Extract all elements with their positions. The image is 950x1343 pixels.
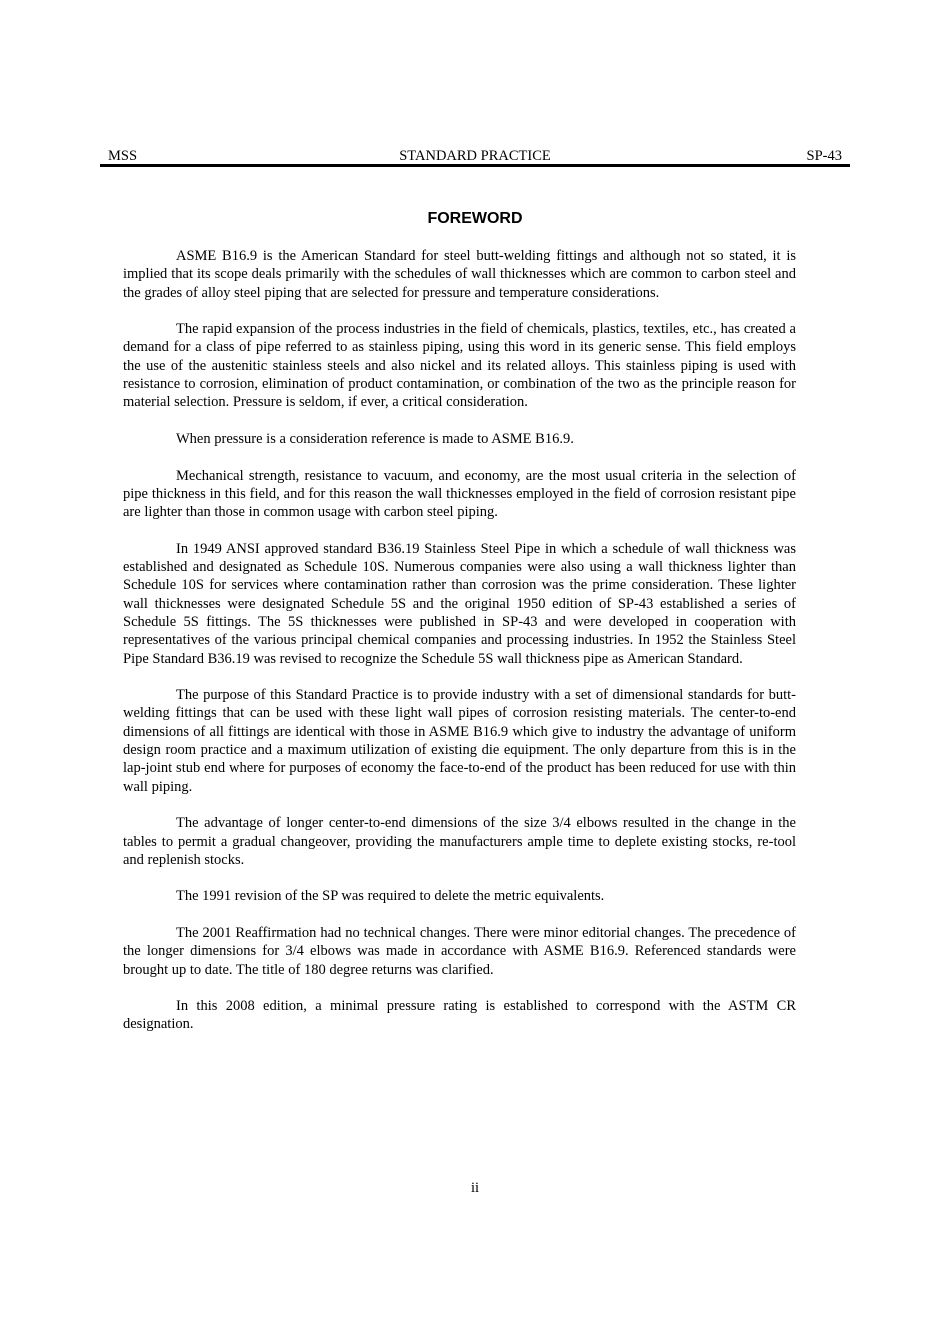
foreword-body bbox=[123, 247, 796, 1052]
paragraph: The 1991 revision of the SP was required to delete the metric equivalents. bbox=[176, 888, 605, 905]
paragraph: When pressure is a consideration reference is made to ASME B16.9. bbox=[176, 430, 574, 447]
header-document-number: SP-43 bbox=[806, 148, 842, 164]
paragraph: In this 2008 edition, a minimal pressure rating is established to correspond with the ASTM CR designation. bbox=[123, 998, 796, 1033]
header-document-type: STANDARD PRACTICE bbox=[399, 148, 551, 164]
paragraph: ASME B16.9 is the American Standard for steel butt-welding fittings and although not so stated, it is implied that its scope deals primarily with the schedules of wall thicknesses which are common to carbon steel and the grades of alloy steel piping that are selected for pressure and temperature considerations. bbox=[123, 248, 796, 301]
paragraph: The purpose of this Standard Practice is to provide industry with a set of dimensional standards for butt-welding fittings that can be used with these light wall pipes of corrosion resisting materials. The center-to-end dimensions of all fittings are identical with those in ASME B16.9 which give to industry the advantage of uniform design room practice and a maximum utilization of existing die equipment. The only departure from this is in the lap-joint stub end where for purposes of economy the face-to-end of the product has been reduced for use with thin wall piping. bbox=[123, 687, 796, 795]
paragraph: In 1949 ANSI approved standard B36.19 Stainless Steel Pipe in which a schedule of wall thickness was established and designated as Schedule 10S. Numerous companies were also using a wall thickness lighter than Schedule 10S for services where contamination rather than corrosion was the prime consideration. These lighter wall thicknesses were designated Schedule 5S and the original 1950 edition of SP-43 established a series of Schedule 5S fittings. The 5S thicknesses were published in SP-43 and were developed in cooperation with representatives of the various principal chemical companies and processing industries. In 1952 the Stainless Steel Pipe Standard B36.19 was revised to recognize the Schedule 5S wall thickness pipe as American Standard. bbox=[123, 540, 796, 667]
paragraph: The 2001 Reaffirmation had no technical changes. There were minor editorial changes. The precedence of the longer dimensions for 3/4 elbows was made in accordance with ASME B16.9. Referenced standards were brought up to date. The title of 180 degree returns was clarified. bbox=[123, 924, 796, 978]
section-title: FOREWORD bbox=[427, 210, 523, 227]
page-header bbox=[108, 146, 842, 166]
header-rule bbox=[100, 164, 850, 167]
header-organization: MSS bbox=[108, 148, 138, 164]
paragraph: The rapid expansion of the process industries in the field of chemicals, plastics, textiles, etc., has created a demand for a class of pipe referred to as stainless piping, using this word in its generic sense. This field employs the use of the austenitic stainless steels and also nickel and its related alloys. This stainless piping is used with resistance to corrosion, elimination of product contamination, or combination of the two as the principle reason for material selection. Pressure is seldom, if ever, a critical consideration. bbox=[123, 321, 796, 411]
paragraph: Mechanical strength, resistance to vacuum, and economy, are the most usual criteria in the selection of pipe thickness in this field, and for this reason the wall thicknesses employed in the field of corrosion resistant pipe are lighter than those in common usage with carbon steel piping. bbox=[123, 467, 796, 521]
page-number: ii bbox=[470, 1180, 480, 1196]
paragraph: The advantage of longer center-to-end dimensions of the size 3/4 elbows resulted in the change in the tables to permit a gradual changeover, providing the manufacturers ample time to deplete existing stocks, re-tool and replenish stocks. bbox=[123, 815, 796, 868]
